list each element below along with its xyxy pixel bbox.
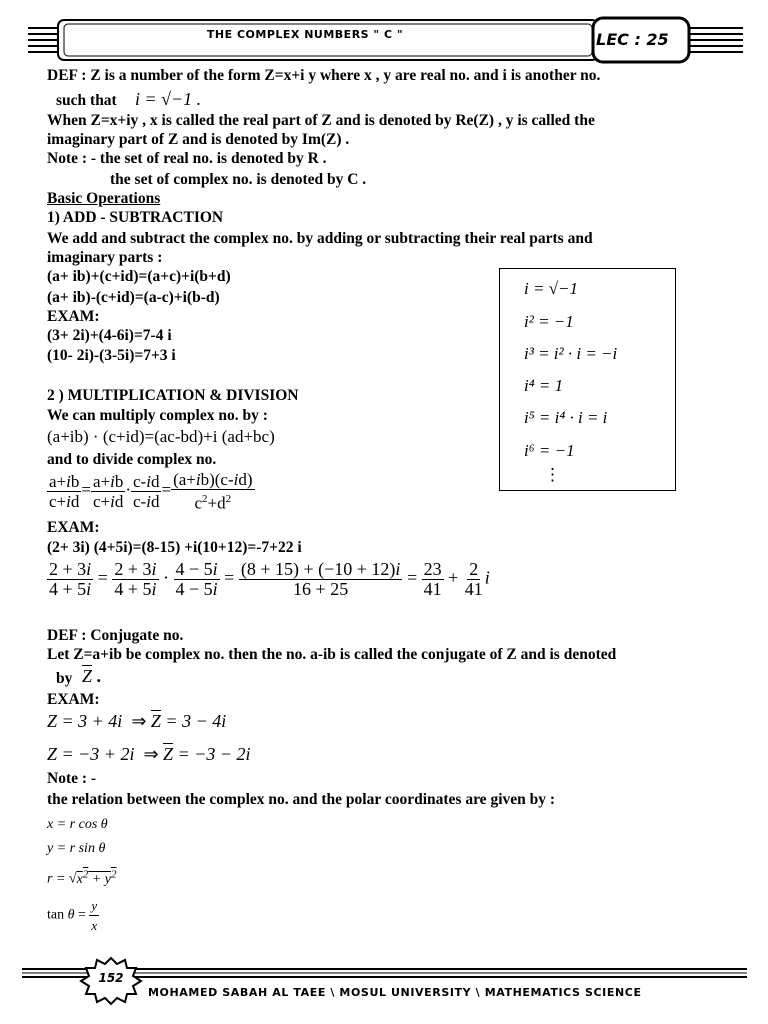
conjugate-symbol: $\overline{Z}$ . bbox=[82, 666, 102, 686]
paragraph-text: by bbox=[56, 670, 73, 687]
box-formula: i³ = i² · i = −i bbox=[524, 344, 618, 363]
conjugate-example: Z = 3 + 4i ⇒ $\overline{Z} = 3 - 4i$ bbox=[47, 711, 227, 731]
polar-formula: $r = √x^2 + y^2$ bbox=[47, 868, 117, 887]
section-heading: 1) ADD - SUBTRACTION bbox=[47, 209, 224, 226]
division-formula: $\frac{a+ib}{c+id}$ = $\frac{a+ib}{c+id}$ · $\frac{c-id}{c-id}$ = $\frac{(a+ib)(c-id)}{c^2+d^2}$ bbox=[49, 470, 253, 513]
exam-label: EXAM: bbox=[47, 519, 100, 536]
note-text: Note : - the set of real no. is denoted by R . bbox=[47, 150, 327, 167]
example-text: (10- 2i)-(3-5i)=7+3 i bbox=[47, 347, 176, 364]
exam-label: EXAM: bbox=[47, 691, 100, 708]
paragraph-text: and to divide complex no. bbox=[47, 451, 217, 468]
paragraph-text: imaginary parts : bbox=[47, 249, 163, 266]
note-text: Note : - bbox=[47, 770, 97, 787]
footer-frame bbox=[22, 955, 747, 1015]
footer-author: MOHAMED SABAH AL TAEE \ MOSUL UNIVERSITY \ MATHEMATICS SCIENCE bbox=[148, 986, 642, 999]
polar-formula: y = r sin θ bbox=[47, 841, 106, 856]
section-heading: 2 ) MULTIPLICATION & DIVISION bbox=[47, 387, 299, 404]
box-formula: i⁶ = −1 bbox=[524, 441, 575, 460]
paragraph-text: We can multiply complex no. by : bbox=[47, 407, 268, 424]
definition-text: DEF : Z is a number of the form Z=x+i y where x , y are real no. and i is another no. bbox=[47, 67, 601, 84]
formula: (a+ib) · (c+id)=(ac-bd)+i (ad+bc) bbox=[47, 427, 275, 446]
page-number: 152 bbox=[98, 971, 124, 985]
powers-of-i-box bbox=[499, 268, 676, 491]
example-text: (2+ 3i) (4+5i)=(8-15) +i(10+12)=-7+22 i bbox=[47, 539, 302, 556]
section-heading: Basic Operations bbox=[47, 190, 161, 207]
box-formula: i² = −1 bbox=[524, 312, 574, 331]
section-heading: DEF : Conjugate no. bbox=[47, 627, 184, 644]
paragraph-text: the relation between the complex no. and the polar coordinates are given by : bbox=[47, 791, 556, 808]
definition-text: such that bbox=[56, 92, 117, 109]
paragraph-text: We add and subtract the complex no. by adding or subtracting their real parts and bbox=[47, 230, 593, 247]
box-formula: i = √−1 bbox=[524, 279, 578, 298]
example-text: (3+ 2i)+(4-6i)=7-4 i bbox=[47, 327, 172, 344]
polar-formula: tan θ = $\frac{y}{x}$ bbox=[47, 898, 98, 933]
note-text: the set of complex no. is denoted by C . bbox=[110, 171, 367, 188]
formula: (a+ ib)+(c+id)=(a+c)+i(b+d) bbox=[47, 268, 231, 285]
box-ellipsis: ⋮ bbox=[544, 465, 561, 484]
conjugate-example: Z = −3 + 2i ⇒ $\overline{Z} = -3 - 2i$ bbox=[47, 744, 251, 764]
page-title: THE COMPLEX NUMBERS " C " bbox=[206, 28, 404, 41]
box-formula: i⁴ = 1 bbox=[524, 376, 564, 395]
box-formula: i⁵ = i⁴ · i = i bbox=[524, 408, 608, 427]
formula: (a+ ib)-(c+id)=(a-c)+i(b-d) bbox=[47, 289, 220, 306]
formula: i = √−1 . bbox=[135, 89, 202, 109]
paragraph-text: Let Z=a+ib be complex no. then the no. a-ib is called the conjugate of Z and is denoted bbox=[47, 646, 617, 663]
paragraph-text: When Z=x+iy , x is called the real part of Z and is denoted by Re(Z) , y is called the bbox=[47, 112, 595, 129]
division-example-formula: $\frac{2 + 3i}{4 + 5i}$ = $\frac{2 + 3i}{4 + 5i}$ · $\frac{4 - 5i}{4 - 5i}$ = $\frac{(8 + 15) + (-10 + 12)i}{16 + 25}$ = $\frac{23}{41}$ + $\frac{2}{41}$ i bbox=[49, 559, 490, 599]
lecture-badge: LEC : 25 bbox=[596, 30, 669, 49]
polar-formula: x = r cos θ bbox=[47, 817, 108, 832]
exam-label: EXAM: bbox=[47, 308, 100, 325]
paragraph-text: imaginary part of Z and is denoted by Im(Z) . bbox=[47, 131, 350, 148]
